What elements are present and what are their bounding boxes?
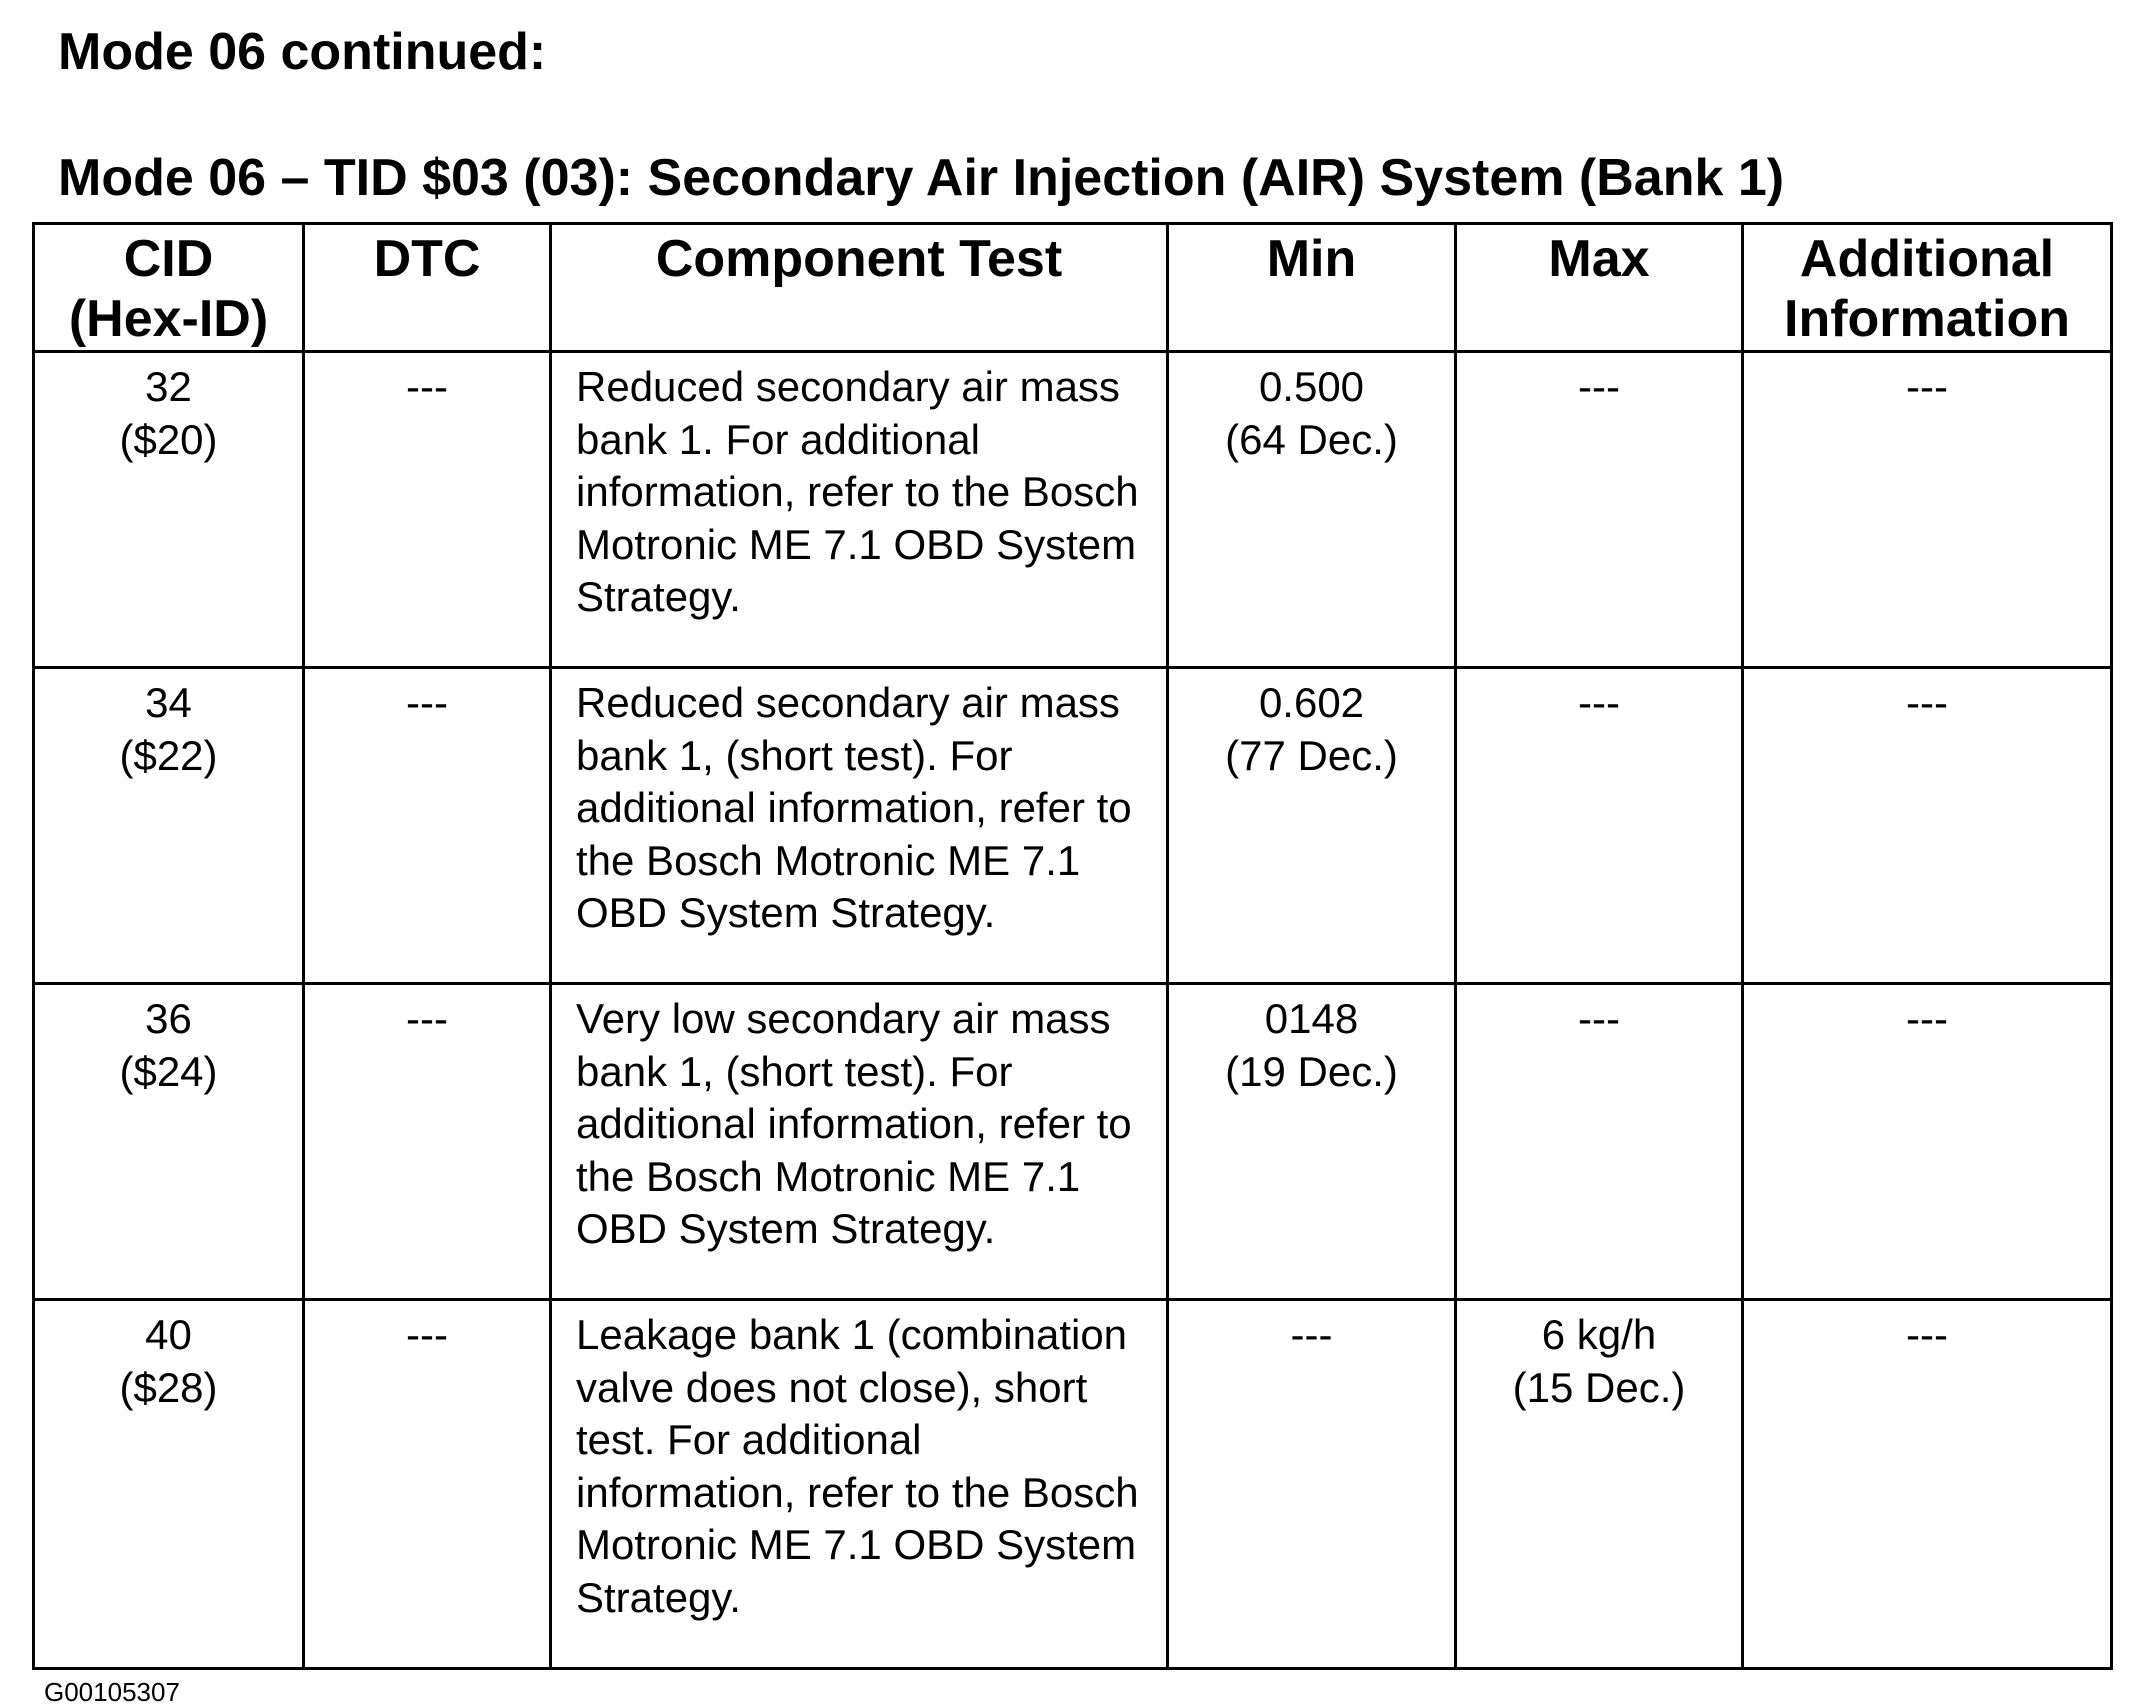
- max-value: 6 kg/h: [1541, 1311, 1657, 1358]
- component-test-cell: Leakage bank 1 (combination valve does not close), short test. For additional information, refer to the Bosch Motronic ME 7.1 OBD System Strategy.: [551, 1300, 1168, 1669]
- cid-cell: [34, 668, 304, 984]
- cid-value: 34: [145, 679, 192, 726]
- min-value: 0.602: [1258, 679, 1365, 726]
- max-value: ---: [1578, 363, 1620, 410]
- header-additional-line2: Information: [1784, 290, 2070, 348]
- mode06-table: [32, 222, 2113, 1670]
- cid-cell: [34, 1300, 304, 1669]
- additional-info-cell: ---: [1743, 352, 2112, 668]
- component-test-cell: Reduced secondary air mass bank 1. For additional information, refer to the Bosch Motronic ME 7.1 OBD System Strategy.: [551, 352, 1168, 668]
- header-dtc-label: DTC: [373, 230, 481, 288]
- max-cell: [1456, 668, 1743, 984]
- header-min: [1168, 224, 1456, 352]
- header-additional-line1: Additional: [1799, 230, 2055, 288]
- table-row: [34, 1300, 2112, 1669]
- additional-info-cell: ---: [1743, 668, 2112, 984]
- figure-id: G00105307: [44, 1677, 180, 1707]
- min-cell: [1168, 1300, 1456, 1669]
- min-decimal: (77 Dec.): [1225, 731, 1398, 779]
- dtc-cell: ---: [304, 984, 551, 1300]
- additional-info-cell: ---: [1743, 984, 2112, 1300]
- header-max: [1456, 224, 1743, 352]
- min-decimal: (64 Dec.): [1225, 415, 1398, 463]
- table-row: [34, 984, 2112, 1300]
- header-cid-line1: CID: [123, 230, 214, 288]
- min-value: 0148: [1264, 995, 1359, 1042]
- max-cell: [1456, 1300, 1743, 1669]
- header-component-test-label: Component Test: [655, 230, 1063, 288]
- min-value: 0.500: [1258, 363, 1365, 410]
- header-max-label: Max: [1548, 230, 1650, 288]
- max-cell: [1456, 984, 1743, 1300]
- min-decimal: (19 Dec.): [1225, 1047, 1398, 1095]
- cid-value: 32: [145, 363, 192, 410]
- table-row: [34, 668, 2112, 984]
- header-min-label: Min: [1266, 230, 1357, 288]
- component-test-cell: Very low secondary air mass bank 1, (short test). For additional information, refer to the Bosch Motronic ME 7.1 OBD System Strategy.: [551, 984, 1168, 1300]
- header-dtc: [304, 224, 551, 352]
- header-cid: [34, 224, 304, 352]
- min-cell: [1168, 352, 1456, 668]
- hex-value: ($20): [119, 415, 218, 463]
- max-value: ---: [1578, 679, 1620, 726]
- header-cid-line2: (Hex-ID): [68, 290, 269, 348]
- cid-value: 40: [145, 1311, 192, 1358]
- min-cell: [1168, 668, 1456, 984]
- hex-value: ($22): [119, 731, 218, 779]
- table-title: Mode 06 – TID $03 (03): Secondary Air Injection (AIR) System (Bank 1): [58, 149, 1785, 207]
- dtc-cell: ---: [304, 668, 551, 984]
- min-cell: [1168, 984, 1456, 1300]
- component-test-cell: Reduced secondary air mass bank 1, (short test). For additional information, refer to the Bosch Motronic ME 7.1 OBD System Strategy.: [551, 668, 1168, 984]
- min-value: ---: [1290, 1311, 1333, 1358]
- dtc-cell: ---: [304, 1300, 551, 1669]
- hex-value: ($24): [119, 1047, 218, 1095]
- dtc-cell: ---: [304, 352, 551, 668]
- header-row: [34, 224, 2112, 352]
- cid-cell: [34, 352, 304, 668]
- additional-info-cell: ---: [1743, 1300, 2112, 1669]
- max-decimal: (15 Dec.): [1512, 1363, 1686, 1411]
- max-value: ---: [1578, 995, 1620, 1042]
- max-cell: [1456, 352, 1743, 668]
- hex-value: ($28): [119, 1363, 218, 1411]
- header-component-test: [551, 224, 1168, 352]
- table-row: [34, 352, 2112, 668]
- continued-heading: Mode 06 continued:: [58, 23, 547, 81]
- cid-cell: [34, 984, 304, 1300]
- cid-value: 36: [145, 995, 192, 1042]
- header-additional-information: [1743, 224, 2112, 352]
